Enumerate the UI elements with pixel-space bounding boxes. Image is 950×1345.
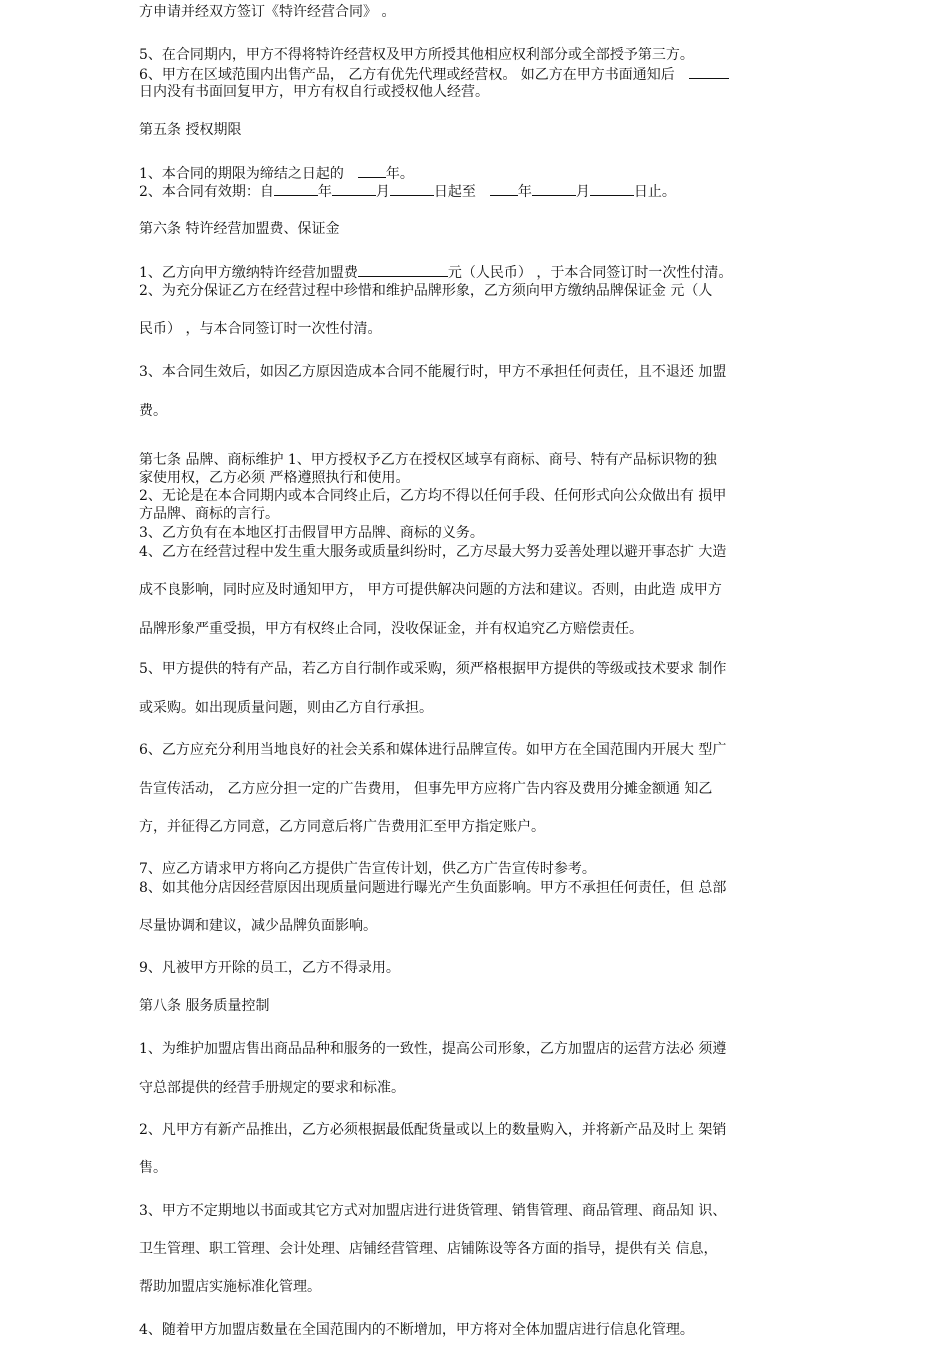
- clause-text-part: 6、甲方在区域范围内出售产品， 乙方有优先代理或经营权。 如乙方在甲方书面通知后: [139, 67, 675, 83]
- clause-text: [139, 164, 809, 183]
- blank-field: [390, 182, 434, 196]
- clause-text: 尽量协调和建议，减少品牌负面影响。: [139, 918, 377, 934]
- clause-text: 4、乙方在经营过程中发生重大服务或质量纠纷时，乙方尽最大努力妥善处理以避开事态扩 大造: [139, 544, 727, 560]
- clause-text: 帮助加盟店实施标准化管理。: [139, 1279, 321, 1295]
- article-heading: 第七条 品牌、商标维护 1、甲方授权予乙方在授权区域享有商标、商号、特有产品标识物的独: [139, 452, 717, 468]
- article-heading: 第八条 服务质量控制: [139, 998, 270, 1014]
- clause-text: 3、乙方负有在本地区打击假冒甲方品牌、商标的义务。: [139, 525, 484, 541]
- clause-text-part: 1、本合同的期限为缔结之日起的: [139, 166, 344, 182]
- clause-text: 2、凡甲方有新产品推出，乙方必须根据最低配货量或以上的数量购入，并将新产品及时上 架销: [139, 1122, 727, 1138]
- clause-text: 成不良影响，同时应及时通知甲方， 甲方可提供解决问题的方法和建议。否则，由此造 成甲方: [139, 582, 722, 598]
- blank-field: [332, 182, 376, 196]
- clause-text: 2、为充分保证乙方在经营过程中珍惜和维护品牌形象，乙方须向甲方缴纳品牌保证金 元（人: [139, 283, 713, 299]
- clause-text: 4、随着甲方加盟店数量在全国范围内的不断增加，甲方将对全体加盟店进行信息化管理。: [139, 1322, 694, 1338]
- clause-text: 售。: [139, 1160, 167, 1176]
- clause-text: 品牌形象严重受损，甲方有权终止合同，没收保证金，并有权追究乙方赔偿责任。: [139, 621, 643, 637]
- blank-field: [689, 65, 729, 79]
- clause-text: 或采购。如出现质量问题，则由乙方自行承担。: [139, 700, 433, 716]
- clause-text-part: 日起至: [433, 184, 476, 200]
- clause-text: [139, 182, 809, 201]
- clause-text: [139, 263, 809, 282]
- blank-field: [274, 182, 318, 196]
- blank-field: [358, 263, 448, 277]
- blank-field: [358, 164, 386, 178]
- clause-text: 5、在合同期内，甲方不得将特许经营权及甲方所授其他相应权利部分或全部授予第三方。: [139, 47, 694, 63]
- clause-text-part: 日止。: [633, 184, 676, 200]
- clause-text: 家使用权，乙方必须 严格遵照执行和使用。: [139, 470, 410, 486]
- clause-text-part: 月: [375, 184, 390, 200]
- clause-text: 5、甲方提供的特有产品，若乙方自行制作或采购，须严格根据甲方提供的等级或技术要求 制作: [139, 661, 727, 677]
- clause-text: 方，并征得乙方同意，乙方同意后将广告费用汇至甲方指定账户。: [139, 819, 545, 835]
- clause-text: 告宣传活动， 乙方应分担一定的广告费用， 但事先甲方应将广告内容及费用分摊金额通 知乙: [139, 781, 713, 797]
- article-heading: 第五条 授权期限: [139, 122, 242, 138]
- clause-text: 方申请并经双方签订《特许经营合同》 。: [139, 4, 396, 20]
- clause-text: 民币） ，与本合同签订时一次性付清。: [139, 321, 382, 337]
- clause-text: 7、应乙方请求甲方将向乙方提供广告宣传计划，供乙方广告宣传时参考。: [139, 861, 596, 877]
- clause-text: 2、无论是在本合同期内或本合同终止后，乙方均不得以任何手段、任何形式向公众做出有 损甲: [139, 488, 727, 504]
- clause-text-part: 月: [575, 184, 590, 200]
- clause-text-part: 1、乙方向甲方缴纳特许经营加盟费: [139, 265, 358, 281]
- clause-text-part: 2、本合同有效期：自: [139, 184, 274, 200]
- clause-text-part: 年: [517, 184, 532, 200]
- clause-text: 守总部提供的经营手册规定的要求和标准。: [139, 1080, 405, 1096]
- blank-field: [590, 182, 634, 196]
- clause-text: [139, 65, 809, 84]
- blank-field: [490, 182, 518, 196]
- clause-text: 1、为维护加盟店售出商品品种和服务的一致性，提高公司形象，乙方加盟店的运营方法必 须遵: [139, 1041, 727, 1057]
- article-heading: 第六条 特许经营加盟费、保证金: [139, 221, 340, 237]
- clause-text-part: 年: [317, 184, 332, 200]
- clause-text: 费。: [139, 403, 167, 419]
- clause-text: 3、甲方不定期地以书面或其它方式对加盟店进行进货管理、销售管理、商品管理、商品知 识、: [139, 1203, 727, 1219]
- clause-text: 6、乙方应充分利用当地良好的社会关系和媒体进行品牌宣传。如甲方在全国范围内开展大 型广: [139, 742, 727, 758]
- clause-text: 8、如其他分店因经营原因出现质量问题进行曝光产生负面影响。甲方不承担任何责任，但 总部: [139, 880, 727, 896]
- clause-text: 9、凡被甲方开除的员工，乙方不得录用。: [139, 960, 400, 976]
- clause-text: 3、本合同生效后，如因乙方原因造成本合同不能履行时，甲方不承担任何责任，且不退还 加盟: [139, 364, 727, 380]
- clause-text: 卫生管理、职工管理、会计处理、店铺经营管理、店铺陈设等各方面的指导，提供有关 信息，: [139, 1241, 718, 1257]
- clause-text-part: 元（人民币） ，于本合同签订时一次性付清。: [447, 265, 733, 281]
- clause-text: 日内没有书面回复甲方，甲方有权自行或授权他人经营。: [139, 84, 489, 100]
- clause-text-part: 年。: [385, 166, 414, 182]
- blank-field: [532, 182, 576, 196]
- clause-text: 方品牌、商标的言行。: [139, 506, 279, 522]
